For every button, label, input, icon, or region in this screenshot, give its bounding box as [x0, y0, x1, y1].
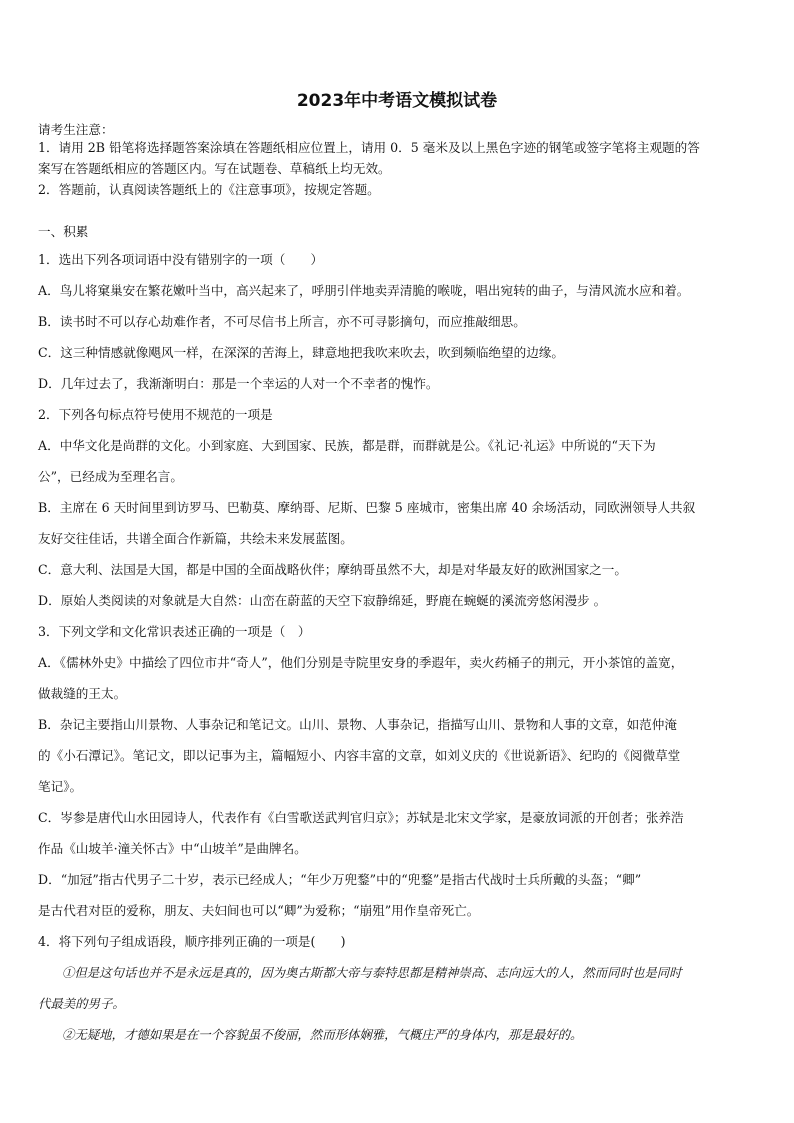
question-line: 笔记》。 — [38, 779, 83, 794]
question-line: 的《小石潭记》。笔记文，即以记事为主，篇幅短小、内容丰富的文章，如刘义庆的《世说新语》、纪昀的《阅微草堂 — [38, 748, 681, 763]
question-line: 是古代君对臣的爱称，朋友、夫妇间也可以“卿”为爱称；“崩殂”用作皇帝死亡。 — [38, 903, 480, 918]
section-heading: 一、积累 — [38, 224, 89, 239]
question-line: C．这三种情感就像飓风一样，在深深的苦海上，肆意地把我吹来吹去，吹到频临绝望的边缘。 — [38, 345, 564, 360]
question-line: B．杂记主要指山川景物、人事杂记和笔记文。山川、景物、人事杂记，指描写山川、景物和人事的文章，如范仲淹 — [38, 717, 677, 732]
page-title: 2023年中考语文模拟试卷 — [296, 91, 498, 111]
passage-line: ①但是这句话也并不是永远是真的，因为奥古斯都大帝与泰特思都是精神崇高、志向远大的人，然而同时也是同时 — [62, 965, 682, 980]
question-line: 2．下列各句标点符号使用不规范的一项是 — [38, 407, 273, 422]
notice-item: 1．请用 2B 铅笔将选择题答案涂填在答题纸相应位置上，请用 0．5 毫米及以上黑色字迹的钢笔或签字笔将主观题的答 — [38, 140, 700, 155]
question-line: D．原始人类阅读的对象就是大自然：山峦在蔚蓝的天空下寂静绵延，野鹿在蜿蜒的溪流旁悠闲漫步 。 — [38, 593, 607, 608]
question-line: A．《儒林外史》中描绘了四位市井“奇人”，他们分别是寺院里安身的季遐年，卖火药桶子的荆元，开小茶馆的盖宽， — [38, 655, 684, 670]
question-line: D．“加冠”指古代男子二十岁，表示已经成人；“年少万兜鍪”中的“兜鍪”是指古代战时士兵所戴的头盔；“卿” — [38, 872, 642, 887]
passage-line: ②无疑地，才德如果是在一个容貌虽不俊丽，然而形体娴雅，气概庄严的身体内，那是最好的。 — [62, 1027, 583, 1042]
notice-item: 2．答题前，认真阅读答题纸上的《注意事项》，按规定答题。 — [38, 182, 380, 197]
question-line: A．鸟儿将窠巢安在繁花嫩叶当中，高兴起来了，呼朋引伴地卖弄清脆的喉咙，唱出宛转的曲子，与清风流水应和着。 — [38, 283, 690, 298]
question-line: 3．下列文学和文化常识表述正确的一项是（ ） — [38, 624, 311, 639]
question-line: B．主席在 6 天时间里到访罗马、巴勒莫、摩纳哥、尼斯、巴黎 5 座城市，密集出席 40 余场活动，同欧洲领导人共叙 — [38, 500, 696, 515]
notice-heading: 请考生注意： — [38, 122, 114, 137]
question-line: C．岑参是唐代山水田园诗人，代表作有《白雪歌送武判官归京》；苏轼是北宋文学家，是豪放词派的开创者；张养浩 — [38, 810, 684, 825]
question-line: 友好交往佳话，共谱全面合作新篇，共绘未来发展蓝图。 — [38, 531, 353, 546]
question-line: B．读书时不可以存心劫难作者，不可尽信书上所言，亦不可寻影摘句，而应推敲细思。 — [38, 314, 526, 329]
question-line: 作品《山坡羊·潼关怀古》中“山坡羊”是曲牌名。 — [38, 841, 307, 856]
question-line: 1．选出下列各项词语中没有错别字的一项（ ） — [38, 252, 324, 267]
question-line: 4．将下列句子组成语段，顺序排列正确的一项是( ) — [38, 934, 346, 949]
notice-item: 案写在答题纸相应的答题区内。写在试题卷、草稿纸上均无效。 — [38, 161, 391, 176]
passage-line: 代最美的男子。 — [38, 996, 125, 1011]
question-line: 做裁缝的王太。 — [38, 686, 127, 701]
question-line: A．中华文化是尚群的文化。小到家庭、大到国家、民族，都是群，而群就是公。《礼记·礼运》中所说的“天下为 — [38, 438, 656, 453]
question-line: D．几年过去了，我渐渐明白：那是一个幸运的人对一个不幸者的愧怍。 — [38, 376, 439, 391]
question-line: 公”，已经成为至理名言。 — [38, 469, 183, 484]
question-line: C．意大利、法国是大国，都是中国的全面战略伙伴；摩纳哥虽然不大，却是对华最友好的欧洲国家之一。 — [38, 562, 627, 577]
